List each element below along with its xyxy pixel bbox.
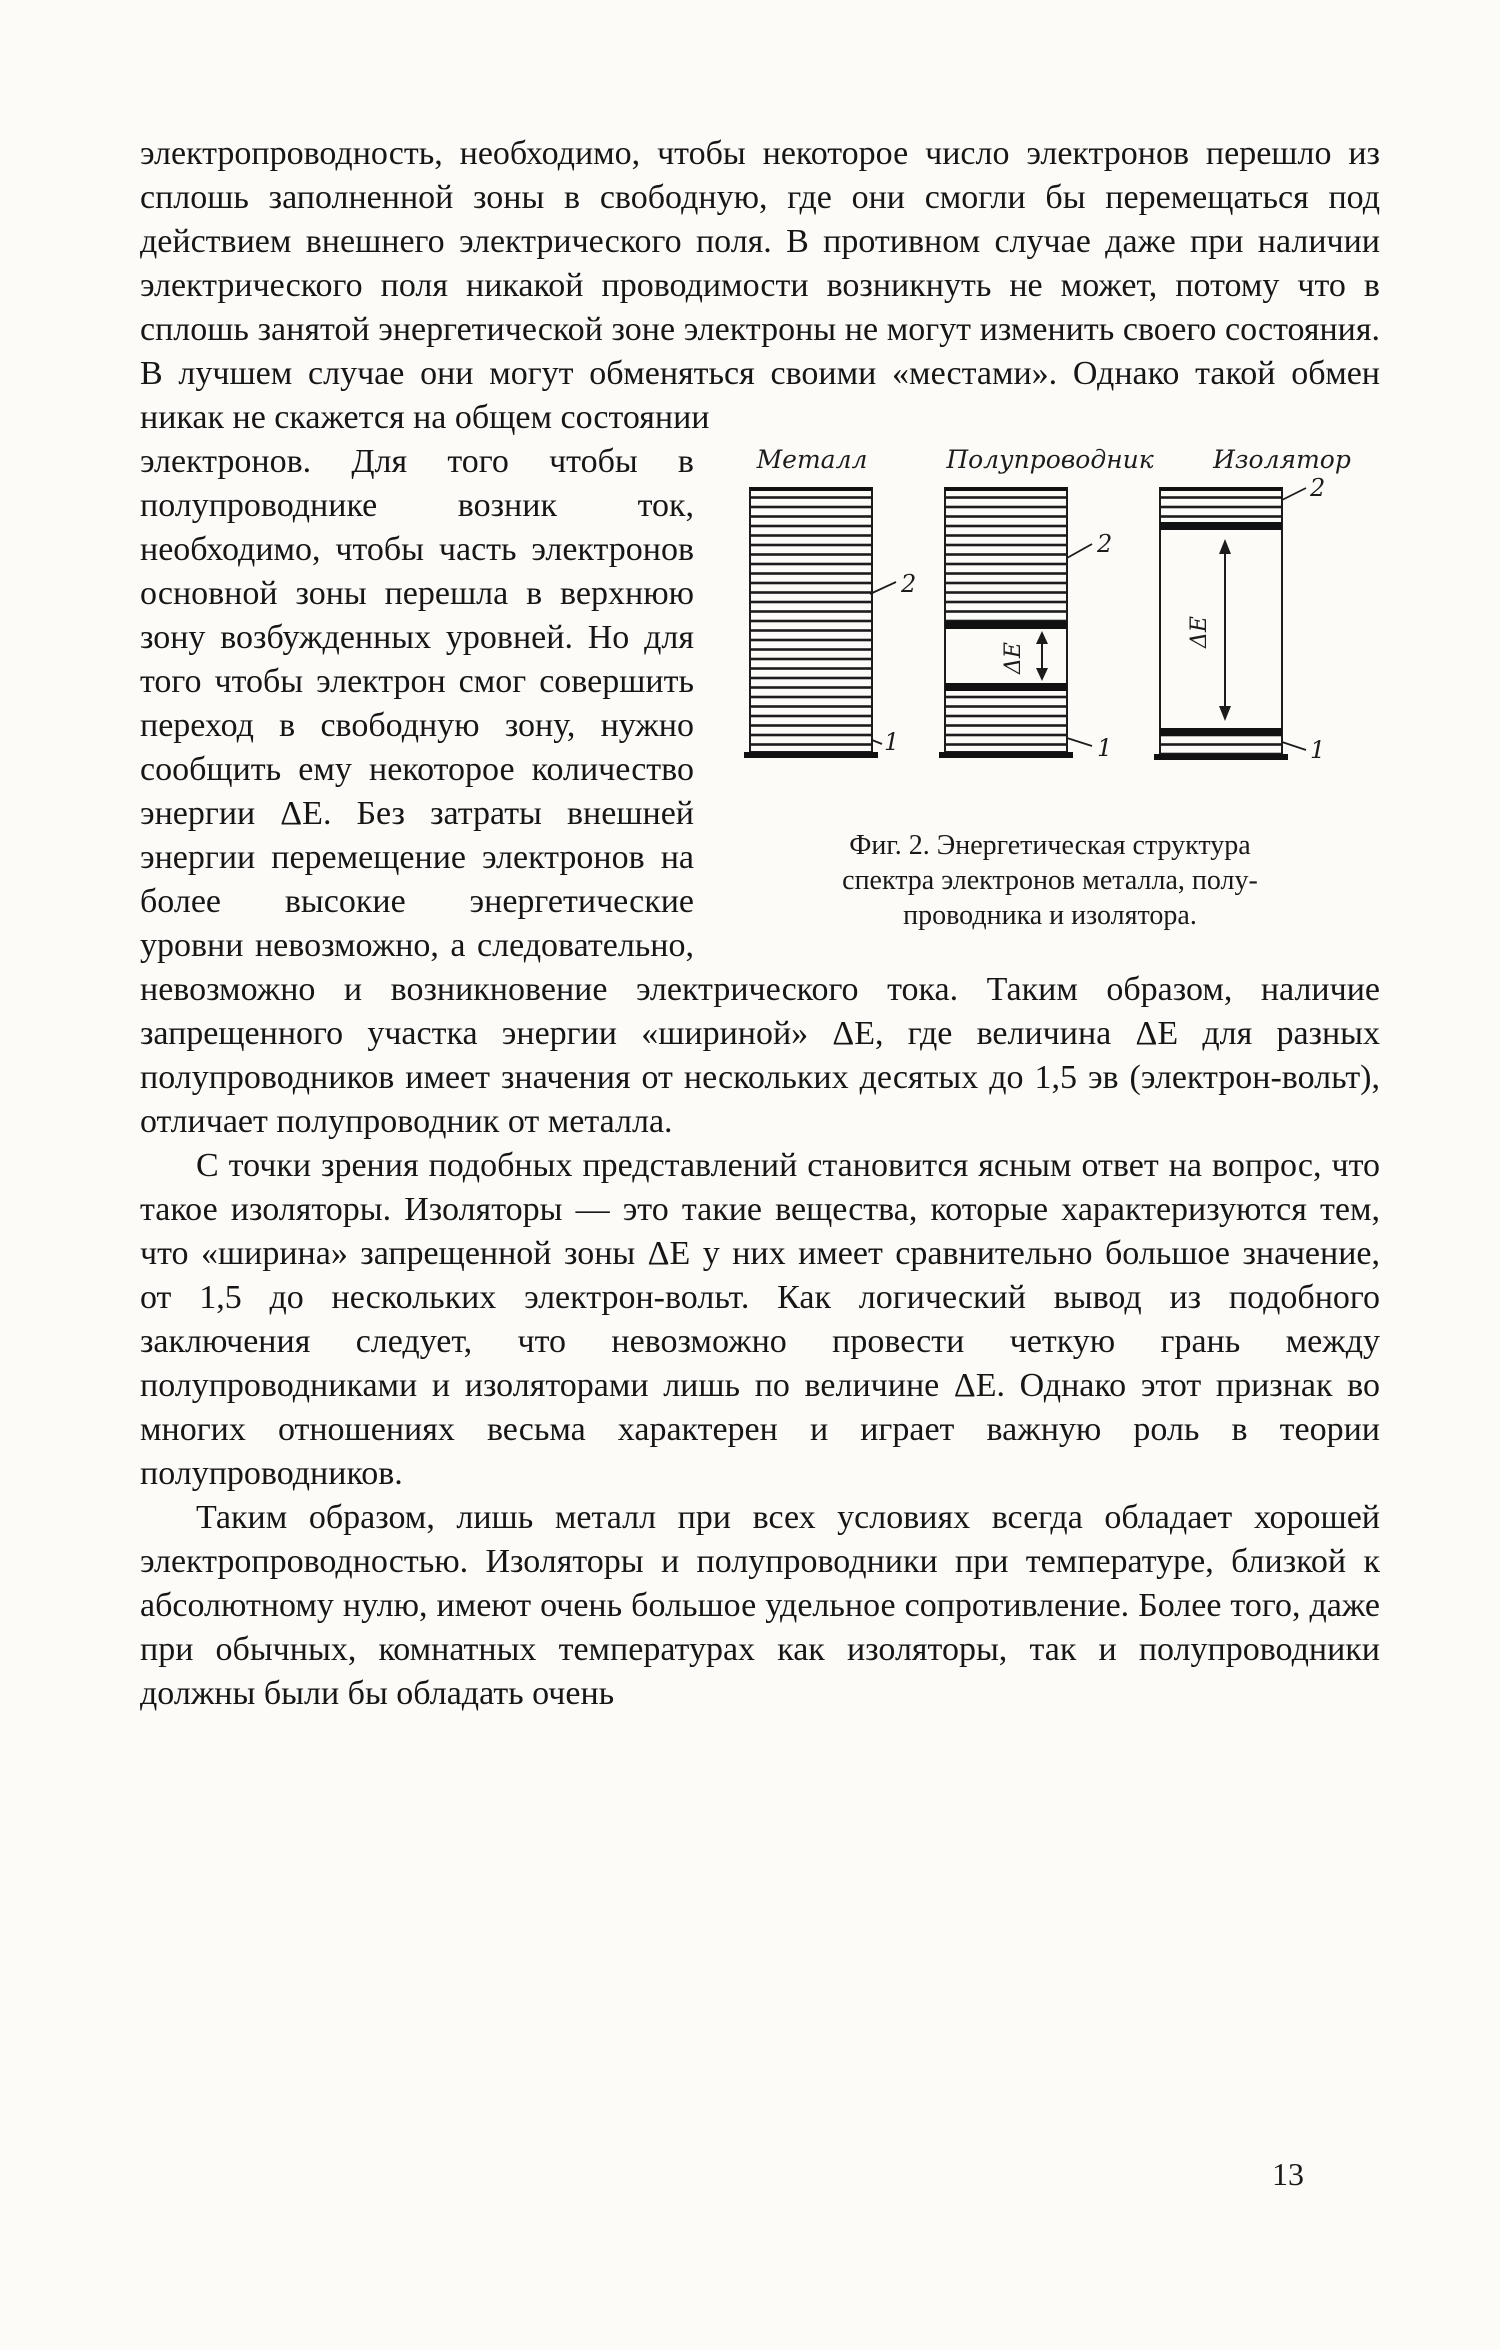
- metal-label: Металл: [756, 446, 868, 474]
- semiconductor-zone1-label: 1: [1097, 734, 1113, 762]
- figure-caption-line: проводника и изолятора.: [903, 900, 1197, 931]
- insulator-label: Изолятор: [1213, 446, 1351, 474]
- semiconductor-label: Полупроводник: [946, 446, 1154, 474]
- energy-band-diagram: [720, 446, 1380, 814]
- insulator-diagram: [1154, 474, 1325, 764]
- paragraph-conclusion: Таким образом, лишь металл при всех условиях всегда обладает хорошей электропроводностью. Изоляторы и полупроводники при температуре, близкой к абсолютному нулю, имеют очень большое удельное сопротивление. Более того, даже при обычных, комнатных температурах как изоляторы, так и полупроводники должны были бы обладать очень: [140, 1499, 1380, 1712]
- figure-caption: [720, 828, 1380, 933]
- semiconductor-zone2-label: 2: [1097, 530, 1113, 558]
- paragraph-wrapping-figure: электронов. Для того чтобы в полупроводнике возник ток, необходимо, чтобы часть электронов основной зоны перешла в верхнюю зону возбужденных уровней. Но для того чтобы электрон смог совершить переход в свободную зону, нужно сообщить ему некоторое количество энергии ΔE. Без затраты внешней энергии перемещение электронов на более высокие энергетические уровни невозможно, а следовательно, невозможно и возникновение электрического тока. Таким образом, наличие запрещенного участка энергии «шириной» ΔE, где величина ΔE для разных полупроводников имеет значения от нескольких десятых до 1,5 эв (электрон-вольт), отличает полупроводник от металла.: [140, 443, 1380, 1140]
- insulator-delta-e-label: ΔE: [1187, 616, 1212, 648]
- insulator-zone2-label: 2: [1310, 474, 1326, 502]
- semiconductor-diagram: [939, 488, 1112, 762]
- text-block: [140, 132, 1380, 1716]
- page-number: 13: [1272, 2156, 1304, 2192]
- figure-2: [720, 446, 1380, 933]
- semiconductor-delta-e-label: ΔE: [1001, 642, 1026, 674]
- figure-caption-line: спектра электронов металла, полу-: [842, 865, 1258, 896]
- paragraph-continuation: электропроводность, необходимо, чтобы некоторое число электронов перешло из сплошь заполненной зоны в свободную, где они смогли бы перемещаться под действием внешнего электрического поля. В противном случае даже при наличии электрического поля никакой проводимости возникнуть не может, потому что в сплошь занятой энергетической зоне электроны не могут изменить своего состояния. В лучшем случае они могут обменяться своими «местами». Однако такой обмен никак не скажется на общем состоянии: [140, 135, 1380, 436]
- insulator-zone1-label: 1: [1310, 736, 1326, 764]
- metal-zone1-label: 1: [884, 728, 900, 756]
- metal-zone2-label: 2: [901, 570, 917, 598]
- metal-diagram: [744, 488, 916, 758]
- figure-caption-line: Фиг. 2. Энергетическая структура: [849, 830, 1251, 861]
- paragraph-insulators: С точки зрения подобных представлений становится ясным ответ на вопрос, что такое изоляторы. Изоляторы — это такие вещества, которые характеризуются тем, что «ширина» запрещенной зоны ΔE у них имеет сравнительно большое значение, от 1,5 до нескольких электрон-вольт. Как логический вывод из подобного заключения следует, что невозможно провести четкую грань между полупроводниками и изоляторами лишь по величине ΔE. Однако этот признак во многих отношениях весьма характерен и играет важную роль в теории полупроводников.: [140, 1147, 1380, 1492]
